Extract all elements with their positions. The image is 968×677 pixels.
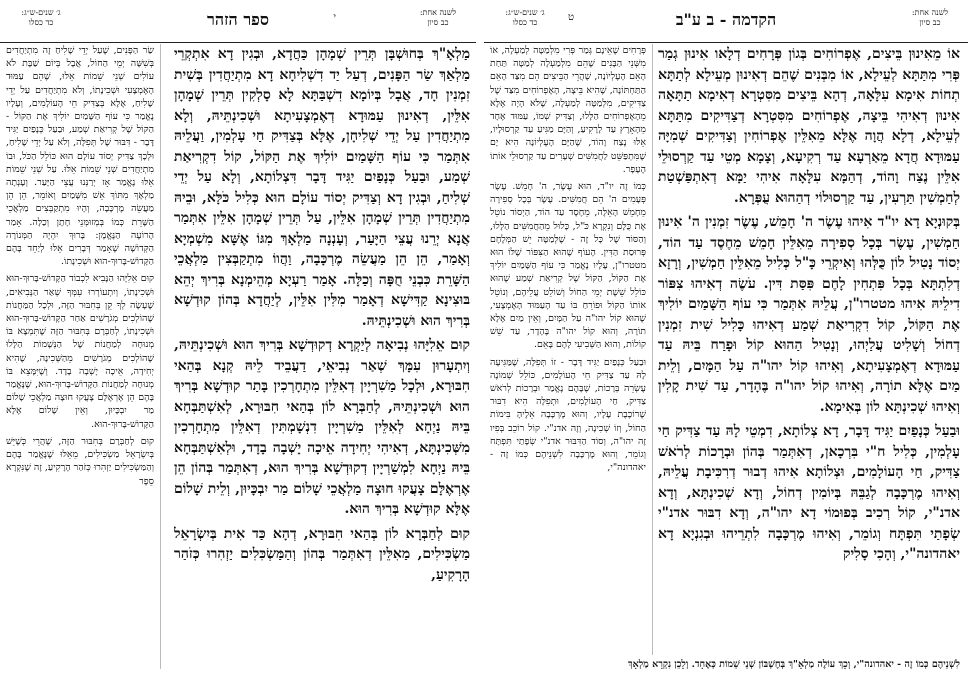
- header-label: ג׳ שנים-ש״ג:: [21, 8, 61, 17]
- commentary-paragraph: קוּם אֵלִיָּהוּ הַנָּבִיא לִכְבוֹד הַקָּדוֹשׁ-בָּרוּךְ-הוּא וּשְׁכִינָתוֹ, וְיִתְעוֹרְרוּ עִמְּךָ שְׁאַר הַנְּבִיאִים, שֶׁעָשָׂה לְךָ קֵן בְּחִבּוּר הַזֶּה, וּלְכָל הַמַּחֲנוֹת שֶׁהוֹלְכִים מְגֹרָשִׁים אַחַר הַקָּדוֹשׁ-בָּרוּךְ-הוּא וּשְׁכִינָתוֹ, לְחַבְּרָם בְּחִבּוּר הַזֶּה שֶׁתִּמְצָא בּוֹ מְנוּחָה לְמַחֲנוֹת שֶׁל הַנְּשָׁמוֹת הַלָּלוּ שֶׁהוֹלְכִים מְגֹרָשִׁים מֵהַשְּׁכִינָה, שֶׁהִיא יְחִידָה, אֵיכָה יָשְׁבָה בָדָד. וְשֶׁיִּמָּצֵא בּוֹ מְנוּחָה לְמַחֲנוֹת הַקָּדוֹשׁ-בָּרוּךְ-הוּא, שֶׁנֶּאֱמַר בָּהֶם הֵן אֶרְאֶלָּם צָעֲקוּ חוּצָה מַלְאֲכֵי שָׁלוֹם מַר יִבְכָּיוּן, וְאֵין שָׁלוֹם אֶלָּא הַקָּדוֹשׁ-בָּרוּךְ-הוּא.: [6, 273, 154, 430]
- main-paragraph: קוּם אֵלִיָּהוּ נְבִיאָה לְיַקְרָא דְקוּדְשָׁא בְּרִיךְ הוּא וּשְׁכִינְתֵּיהּ, וְיִתְעָרוּן עִמָּךְ שְׁאַר נְבִיאֵי, דַעֲבֵיד לֵיהּ קְנָא בְּהַאי חִבּוּרָא, וּלְכָל מַשִׁרְיָין דְאִלֵּין מִתְחָרְכִין בָּתַר קוּדְשָׁא בְּרִיךְ הוּא וּשְׁכִינְתֵּיהּ, לְחַבְּרָא לוֹן בְּהַאי חִבּוּרָא, לְאִשְׁתַּבְּחָא בֵּיהּ נַיְחָא לְאִלֵּין מַשִׁרְיָין דִנְשָׁמְתִּין דְאִלֵּין מִתְחָרְכִין מִשְּׁכִינְתָּא, דְאִיהִי יְחִידָה אֵיכָה יָשְׁבָה בָדָד, וּלְאִשְׁתַּבְּחָא בֵּיהּ נַיְחָא לִמְשַׁרְיָין דְקוּדְשָׁא בְּרִיךְ הוּא, דְאִתְּמַר בְּהוֹן הֵן אֶרְאֶלָּם צָעֲקוּ חוּצָה מַלְאֲכֵי שָׁלוֹם מַר יִבְכָּיוּן, וְלֵית שָׁלוֹם אֶלָּא קוּדְשָׁא בְּרִיךְ הוּא.: [174, 337, 470, 517]
- page-bottom-line: לִשְׁנֵיהֶם כְּמוֹ זֶה - יאהדונה"י, וְכָךְ עוֹלֶה מַלְאָ"ךְ בְּחֶשְׁבּוֹן שְׁנֵי שֵׁמוֹת כְּאֶחָד. וְלָכֵן נִקְרָא מַלְאָךְ: [627, 659, 960, 670]
- right-page-header: [484, 8, 968, 43]
- header-date-left: [490, 8, 560, 28]
- main-text-column: [658, 44, 960, 650]
- header-date: כד כסלו: [512, 18, 538, 27]
- commentary-column: [490, 44, 646, 650]
- right-page: [484, 0, 968, 677]
- header-date: כב סיון: [919, 18, 941, 27]
- main-paragraph: בְּקוּנְיָא דָא יו"ד אִיהוּ עֶשֶׂר ה' חָמֵשׁ, עֶשֶׂר זִמְנִין ה' אִינוּן חַמְשִׁין, עֶשֶׂר בְּכָל סְפִירָה מֵאִלֵּין חָמֵשׁ מֵחֶסֶד עַד הוֹד, יְסוֹד נָטִיל לוֹן כֻּלְּהוּ וְאִיקְרֵי כָּ"ל כְּלִיל מֵאִלֵּין חַמְשִׁין, וְרָזָא דְלִתְתָּא בְּכָל פִּתְחִין לָחֶם פִּסַּת דִּין. עֹשֶׂה דְאִיהוּ צִפּוֹר דִילֵיהּ אִיהוּ מטטרו"ן, עֲלֵיהּ אִתְּמַר כִּי עוֹף הַשָּׁמַיִם יוֹלִיךְ אֶת הַקּוֹל, קוֹל דִקְרִיאַת שְׁמַע דְאִיהוּ כָּלִיל שִׁית זִמְנִין דְחוֹל וְשָׁלִיט עֲלַיְהוּ, וְנָטִיל הַהוּא קוֹל וּפָרַח בֵּיהּ עַד עַמּוּדָא דְאֶמְצָעִיתָא, וְאִיהוּ קוֹל יהו"ה עַל הַמָּיִם, וְלֵית מַיִם אֶלָּא תוֹרָה, וְאִיהוּ קוֹל יהו"ה בֶּהָדָר, עַד שִׁית קָלִין וְאִיהוּ שְׁכִינְתָּא לוֹן בְּאִימָא.: [658, 214, 960, 415]
- commentary-paragraph: כְּמוֹ זֶה יו"ד, הוּא עֶשֶׂר, ה' חָמֵשׁ. עֶשֶׂר פְּעָמִים ה' הֵם חֲמִשִּׁים. עֶשֶׂר בְּכָל סְפִירָה מֵחָמֵשׁ הָאֵלֶּה, מֵחֶסֶד עַד הוֹד, הַיְסוֹד נוֹטֵל אֶת כֻּלָּם וְנִקְרָא כֹּ"ל, כָּלוּל מֵהַחֲמִשִּׁים הַלָּלוּ, וְהַסּוֹד שֶׁל כָּל זֶה - שֶׁלְּמַטָּה יֵשׁ הַמְּלֶחֶם פְּרוּסַת הַדִּין. הָעוֹף שֶׁהוּא הַצִּפּוֹר שֶׁלּוֹ הוּא מטטרו"ן, עָלָיו נֶאֱמַר כִּי עוֹף הַשָּׁמַיִם יוֹלִיךְ אֶת הַקּוֹל, הַקּוֹל שֶׁל קְרִיאַת שְׁמַע שֶׁהוּא כּוֹלֵל שֵׁשֶׁת יְמֵי הַחוֹל וְשׁוֹלֵט עֲלֵיהֶם, וְנוֹטֵל אוֹתוֹ הַקּוֹל וּפוֹרֵחַ בּוֹ עַד הָעַמּוּד הָאֶמְצָעִי, שֶׁהוּא קוֹל יהו"ה עַל הַמָּיִם, וְאֵין מַיִם אֶלָּא תוֹרָה, וְהוּא קוֹל יהו"ה בֶּהָדָר, עַד שֵׁשׁ קוֹלוֹת, וְהוּא הַשְּׁבִיעִי לָהֶם בָּאֵם.: [490, 181, 646, 351]
- header-label: ג׳ שנים-ש״ג:: [505, 8, 545, 17]
- main-paragraph: קוּם לְחַבְּרָא לוֹן בְּהַאי חִבּוּרָא, דְהָא כַּד אִית בְּיִשְׂרָאֵל מַשְׂכִּילִים, מַאִלֵּין דְאִתְּמַר בְּהוֹן וְהַמַּשְׂכִּלִים יַזְהִרוּ כְּזֹהַר הָרָקִיעַ,: [174, 525, 470, 583]
- commentary-paragraph: קוּם לְחַבְּרָם בְּחִבּוּר הַזֶּה, שֶׁהֲרֵי כְּשֶׁיֵּשׁ בְּיִשְׂרָאֵל מַשְׂכִּילִים, מֵאֵלּוּ שֶׁנֶּאֱמַר בָּהֶם וְהַמַּשְׂכִּילִים יַזְהִרוּ כְּזֹהַר הָרָקִיעַ, זֶה שֶׁנִּקְרָא סֵפֶר: [6, 435, 154, 487]
- main-paragraph: וּבַעַל כְּנָפַיִם יַגִּיד דָּבָר, דָא צְלוֹתָא, דִמְטֵי לָהּ עַד צַדִּיק חַי עָלְמִין, כְּלִיל ח"י בִּרְכָאן, דְאִתְּמַר בְּהוֹן וּבְרָכוֹת לְרֹאשׁ צַדִּיק, חַי הָעוֹלָמִים, וּצְלוֹתָא אִיהוּ דְבוּר דְרִכִּיבָת עֲלֵיהּ, וְאִיהוּ מֶרְכָּבָה לְגַבֵּהּ בְּיוֹמִין דְחוֹל, וְדָא שְׁכִינְתָּא, וְדָא אדנ"י, קוֹל רְכִיב בְּפוּמוֹי דָא יהו"ה, וְדָא דִבּוּר אדנ"י שְׂפָתַי תִּפְתָּח וְגוֹמֵר, וְאִיהוּ מֶרְכָּבָה לִתְרֵיהוּ וּבְגִנְיָא דָא יאהדונה"י, וְהָכִי סָלִיק: [658, 423, 960, 562]
- header-date: כד כסלו: [28, 18, 54, 27]
- header-date-left: [6, 8, 76, 28]
- column-divider: [160, 44, 161, 669]
- page-number: י: [333, 12, 336, 23]
- commentary-column: [6, 44, 154, 664]
- column-divider: [652, 44, 653, 655]
- left-page-header: [0, 8, 476, 43]
- main-text-column: [174, 44, 470, 664]
- main-paragraph: אוֹ מֵאִינוּן בֵּיצִים, אֶפְרוֹחִים בְּגוֹן פְּרָחִים דְלָאו אִינוּן גְמַר פְּרִי מִתַּתָּא לְעֵילָא, אוֹ מִבְּנִים שֶׁהֵם דְאִינוּן מְעֵילָא לְתַתָּא תְחוֹת אִימָא עִלָּאָה, דְהָא בֵּיצִים מִסִּטְרָא דְאִימָא תַתָּאָה אִינוּן דְאִיהִי בֵּיצָה, אֶפְרוֹחִים מִסִּטְרָא דְצַדִּיקִים מִתַּתָּא לְעֵילָא, דְלָא הֲוָה אֶלָּא מֵאִלֵּין אֶפְרוֹחִין וְצַדִּיקִים שְׁמִיָּה עַמּוּדָא חֲדָא מֵאַרְעָא עַד רְקִיעָא, וְצָמָא מְטֵי עַד קַרְסוּלֵי אִלֵּין נֶצַח וָהוֹד, דְהַמָּא עִלָּאָה אִיהִי יַמָּא דְאִתְפַּשְׁטַת לְחַמְשִׁין תַּרְעִין, עַד קַרְסוּלוֹי דְהַהוּא עֻפְּרָא.: [658, 46, 960, 206]
- commentary-paragraph: פְּרָחִים שֶׁאֵינָם גְּמַר פְּרִי מִלְּמַטָּה לְמַעְלָה, אוֹ מִשְּׁנֵי הַבָּנִים שֶׁהֵם מִלְּמַעְלָה לְמַטָּה תַּחַת הָאֵם הָעֶלְיוֹנָה, שֶׁהֲרֵי הַבֵּיצִים הֵם מִצַּד הָאֵם הַתַּחְתּוֹנָה, שֶׁהִיא בֵּיצָה, הָאֶפְרוֹחִים מִצַּד שֶׁל צַדִּיקִים, מִלְּמַטָּה לְמַעְלָה, שֶׁלֹּא הָיָה אֶלָּא מֵהָאֶפְרוֹחִים הַלָּלוּ, וְצַדִּיק שְׁמוֹ, עַמּוּד אֶחָד מֵהָאָרֶץ עַד לָרָקִיעַ, וְהַיָּם מַגִּיעַ עַד קַרְסוּלָיו, אֵלּוּ נֶצַח וָהוֹד, שֶׁהַיָּם הָעֶלְיוֹנָה הִיא יָם שֶׁמִּתְפַּשֵּׁט לַחֲמִשִּׁים שְׁעָרִים עַד קַרְסוּלֵי אוֹתוֹ הֶעָפָר.: [490, 45, 646, 175]
- commentary-paragraph: שַׂר הַפָּנִים, שֶׁעַל יְדֵי שָׁלִיחַ זֶה מִתְיַחֲדִים בְּשִׁשָּׁה יְמֵי הַחוֹל, אֲבָל בְּיוֹם שַׁבָּת לֹא עוֹלִים שְׁנֵי שֵׁמוֹת אֵלּוּ, שֶׁהֵם עַמּוּד הָאֶמְצָעִי וּשְׁכִינָתוֹ, וְלֹא מִתְיַחֲדִים עַל יְדֵי שָׁלִיחַ, אֶלָּא בְּצַדִּיק חֵי הָעוֹלָמִים, וְעָלָיו נֶאֱמַר כִּי עוֹף הַשָּׁמַיִם יוֹלִיךְ אֶת הַקּוֹל - הַקּוֹל שֶׁל קְרִיאַת שְׁמַע, וּבַעַל כְּנָפַיִם יַגִּיד דָּבָר - דִּבּוּר שֶׁל תְּפִלָּה, וְלֹא עַל יְדֵי שָׁלִיחַ, וּלְכָךְ צַדִּיק יְסוֹד עוֹלָם הוּא כּוֹלֵל הַכֹּל, וּבוֹ מִתְיַחֲדִים שְׁנֵי שֵׁמוֹת אֵלּוּ. עַל שְׁנֵי שֵׁמוֹת אֵלּוּ נֶאֱמַר אָז יְרַנְּנוּ עֲצֵי הַיָּעַר. וְעָנְתָה מַלְאָךְ מִתּוֹךְ אֵשׁ מִשָּׁמַיִם וְאוֹמֵר, הֵן הֵן מַעֲשֵׂה מֶרְכָּבָה, וְהָיוּ מִתְקַבְּצִים מַלְאֲכֵי הַשָּׁרֵת כְּמוֹ בְּמְזוּמְּנֵי חָתָן וְכַלָּה. אָמַר הָרוֹעֶה הַנֶּאֱמָן: בָּרוּךְ יִהְיֶה הַמְּנוֹרָה הַקְּדוֹשָׁה שֶׁאָמַר דְּבָרִים אֵלּוּ לְיַחֵד בָּהֶם הַקָּדוֹשׁ-בָּרוּךְ-הוּא וּשְׁכִינָתוֹ.: [6, 45, 154, 268]
- page-title: ספר הזהר: [207, 10, 269, 29]
- main-paragraph: מַלְאָ"ךְ בְּחוּשְׁבָּן תְּרֵין שְׁמָהָן כַּחֲדָא, וּבְגִין דָא אִתְקְרֵי מַלְאַךְ שַׂר הַפָּנִים, דְעַל יַד דִשְׁלִיחָא דָא מִתְיַחֲדִין בְּשִׁית זִמְנִין חָד, אֲבָל בְּיוֹמָא דִשְׁבַּתָּא לָא סָלְקִין תְּרֵין שְׁמָהָן אִלֵּין, דְאִינוּן עַמּוּדָא דְאֶמְצָעִיתָא וּשְׁכִינְתֵּיהּ, וְלָא מִתְיַחֲדִין עַל יְדֵי שְׁלִיחָן, אֶלָּא בְּצַדִּיק חַי עָלְמִין, וַעֲלֵיהּ אִתְּמַר כִּי עוֹף הַשָּׁמַיִם יוֹלִיךְ אֶת הַקּוֹל, קוֹל דִקְרִיאַת שְׁמַע, וּבַעַל כְּנָפַיִם יַגִּיד דָּבָר דִּצְלוֹתָא, וְלָא עַל יְדֵי שְׁלִיחַ, וּבְגִין דָא וְצַדִּיק יְסוֹד עוֹלָם הוּא כְּלִיל כֹּלָּא, וּבֵיהּ מִתְיַחֲדִין תְּרֵין שְׁמָהָן אִלֵּין, עַל תְּרֵין שְׁמָהָן אִלֵּין אִתְּמַר אֲנָא יְרֵנוּ עֲצֵי הַיָּעַר, וְעָנְנָה מַלְאָךְ מִגּוֹ אֶשָּׁא מִשְׁמְיָא וְאָמַר, הֵן הֵן מַעֲשֵׂה מֶרְכָּבָה, וַהֲווֹ מִתְקַבְּצִין מַלְאֲכֵי הַשָּׁרֵת כִּבְנֵי חֻפָּה וְכַלָּה. אָמַר רַעְיָא מְהֵימְנָא בְּרִיךְ יְהֵא בּוּצִינָא קַדִּישָׁא דְאָמַר מִלִּין אִלֵּין, לְיַחֲדָא בְּהוֹן קוּדְשָׁא בְּרִיךְ הוּא וּשְׁכִינְתֵּיהּ.: [174, 46, 470, 329]
- left-page: [0, 0, 476, 677]
- header-label: לשנה אחת:: [419, 8, 457, 17]
- page-title: הקדמה - ב ע"ב: [675, 10, 777, 29]
- header-date: כב סיון: [427, 18, 449, 27]
- page-number: ט: [568, 12, 575, 23]
- header-label: לשנה אחת:: [911, 8, 949, 17]
- commentary-paragraph: וּבַעַל כְּנָפַיִם יַגִּיד דָּבָר - זוֹ תְּפִלָּה, שֶׁמַּגִּיעָה לָהּ עַד צַדִּיק חֵי הָעוֹלָמִים, כּוֹלֵל שְׁמוֹנֶה עֶשְׂרֵה בְּרָכוֹת, שֶׁבָּהֶם נֶאֱמַר וּבְרָכוֹת לְרֹאשׁ צַדִּיק, חַי הָעוֹלָמִים, וּתְפִלָּה הִיא דִבּוּר שֶׁרוֹכֶבֶת עָלָיו, וְהוּא מֶרְכָּבָה אֵלֶיהָ בִּימוֹת הַחוֹל, וְזוֹ שְׁכִינָה, וְזֶה אדנ"י. קוֹל רוֹכֵב בְּפִיו זֶה יהו"ה, וְסוֹד הַדִּבּוּר אדנ"י שְׂפָתַי תִּפְתָּח וְגוֹמֵר, וְהוּא מֶרְכָּבָה לִשְׁנֵיהֶם כְּמוֹ זֶה - יאהדונה"י,: [490, 356, 646, 474]
